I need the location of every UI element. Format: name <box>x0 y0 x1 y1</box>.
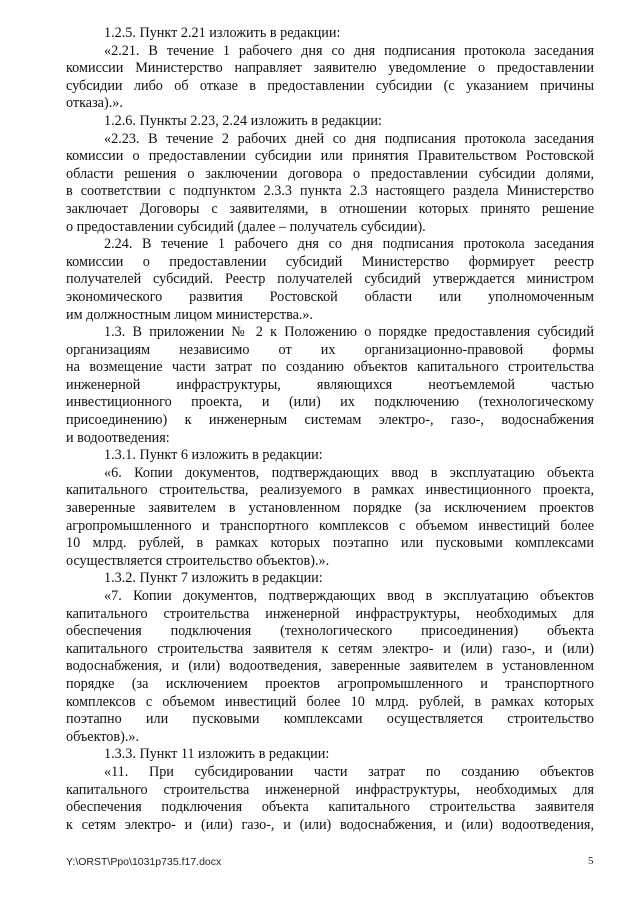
text-line: осуществляется строительство объектов).». <box>66 552 330 569</box>
text-line: заверенные заявителем в установленном порядке (за исключением проектов <box>66 500 594 517</box>
text-line: 1.3.2. Пункт 7 изложить в редакции: <box>104 570 323 587</box>
text-line: капитального строительства инженерной инфраструктуры, необходимых для <box>66 781 594 798</box>
page-number: 5 <box>588 855 594 867</box>
text-line: 1.3. В приложении № 2 к Положению о порядке предоставления субсидий <box>104 324 594 341</box>
text-line: агропромышленного и транспортного комплексов с объемом инвестиций более <box>66 517 594 534</box>
text-line: порядке (за исключением проектов агропромышленного и транспортного <box>66 675 594 692</box>
text-line: в соответствии с подпунктом 2.3.3 пункта 2.3 настоящего раздела Министерство <box>66 183 594 200</box>
text-line: «2.21. В течение 1 рабочего дня со дня подписания протокола заседания <box>104 42 594 59</box>
text-line: капитального строительства, реализуемого в рамках инвестиционного проекта, <box>66 482 594 499</box>
text-line: области решения о заключении договора о предоставлении субсидии долями, <box>66 165 594 182</box>
text-line: отказа).». <box>66 95 123 112</box>
text-line: о предоставлении субсидий (далее – получатель субсидии). <box>66 218 426 235</box>
text-line: капитального строительства заявителя к сетям электро- и (или) газо-, и (или) <box>66 640 594 657</box>
text-line: к сетям электро- и (или) газо-, и (или) водоснабжения, и (или) водоотведения, <box>66 816 594 833</box>
text-line: инвестиционного проекта, и (или) их подключению (технологическому <box>66 394 594 411</box>
text-line: обеспечения подключения (технологического присоединения) объекта <box>66 623 594 640</box>
text-line: субсидии либо об отказе в предоставлении субсидии (с указанием причины <box>66 77 594 94</box>
footer-file-path: Y:\ORST\Ppo\1031p735.f17.docx <box>66 856 222 868</box>
text-line: 1.3.1. Пункт 6 изложить в редакции: <box>104 447 323 464</box>
text-line: «6. Копии документов, подтверждающих ввод в эксплуатацию объекта <box>104 464 594 481</box>
text-line: экономического развития Ростовской области или уполномоченным <box>66 288 594 305</box>
text-line: 10 млрд. рублей, в рамках которых поэтапно или пусковыми комплексами <box>66 535 594 552</box>
text-line: «2.23. В течение 2 рабочих дней со дня подписания протокола заседания <box>104 130 594 147</box>
text-line: 2.24. В течение 1 рабочего дня со дня подписания протокола заседания <box>104 236 594 253</box>
text-line: водоснабжения, и (или) водоотведения, заверенные заявителем в установленном <box>66 658 594 675</box>
text-line: «11. При субсидировании части затрат по созданию объектов <box>104 763 594 780</box>
text-line: заключает Договоры с заявителями, в отношении которых принято решение <box>66 200 594 217</box>
text-line: «7. Копии документов, подтверждающих ввод в эксплуатацию объектов <box>104 588 594 604</box>
text-line: инженерной инфраструктуры, являющихся неотъемлемой частью <box>66 376 594 393</box>
text-line: получателей субсидий. Реестр получателей субсидий утверждается министром <box>66 271 594 288</box>
text-line: комиссии Министерство направляет заявителю уведомление о предоставлении <box>66 60 594 77</box>
text-line: им должностным лицом министерства.». <box>66 306 314 323</box>
text-line: комплексов с объемом инвестиций более 10 млрд. рублей, в рамках которых <box>66 693 594 710</box>
text-line: присоединению) к инженерным системам электро-, газо-, водоснабжения <box>66 412 594 429</box>
text-line: 1.2.6. Пункты 2.23, 2.24 изложить в редакции: <box>104 112 382 129</box>
text-line: на возмещение части затрат по созданию объектов капитального строительства <box>66 359 594 376</box>
text-line: комиссии о предоставлении субсидии или принятия Правительством Ростовской <box>66 148 594 165</box>
text-line: 1.3.3. Пункт 11 изложить в редакции: <box>104 746 330 763</box>
text-line: комиссии о предоставлении субсидий Министерство формирует реестр <box>66 253 594 270</box>
text-line: поэтапно или пусковыми комплексами осуществляется строительство <box>66 711 594 728</box>
text-line: и водоотведения: <box>66 429 170 446</box>
text-line: объектов).». <box>66 728 140 745</box>
text-line: 1.2.5. Пункт 2.21 изложить в редакции: <box>104 25 341 41</box>
document-body <box>66 25 594 834</box>
text-line: обеспечения подключения объекта капитального строительства заявителя <box>66 799 594 816</box>
text-line: организациям независимо от их организационно-правовой формы <box>66 341 594 358</box>
text-line: капитального строительства инженерной инфраструктуры, необходимых для <box>66 605 594 622</box>
